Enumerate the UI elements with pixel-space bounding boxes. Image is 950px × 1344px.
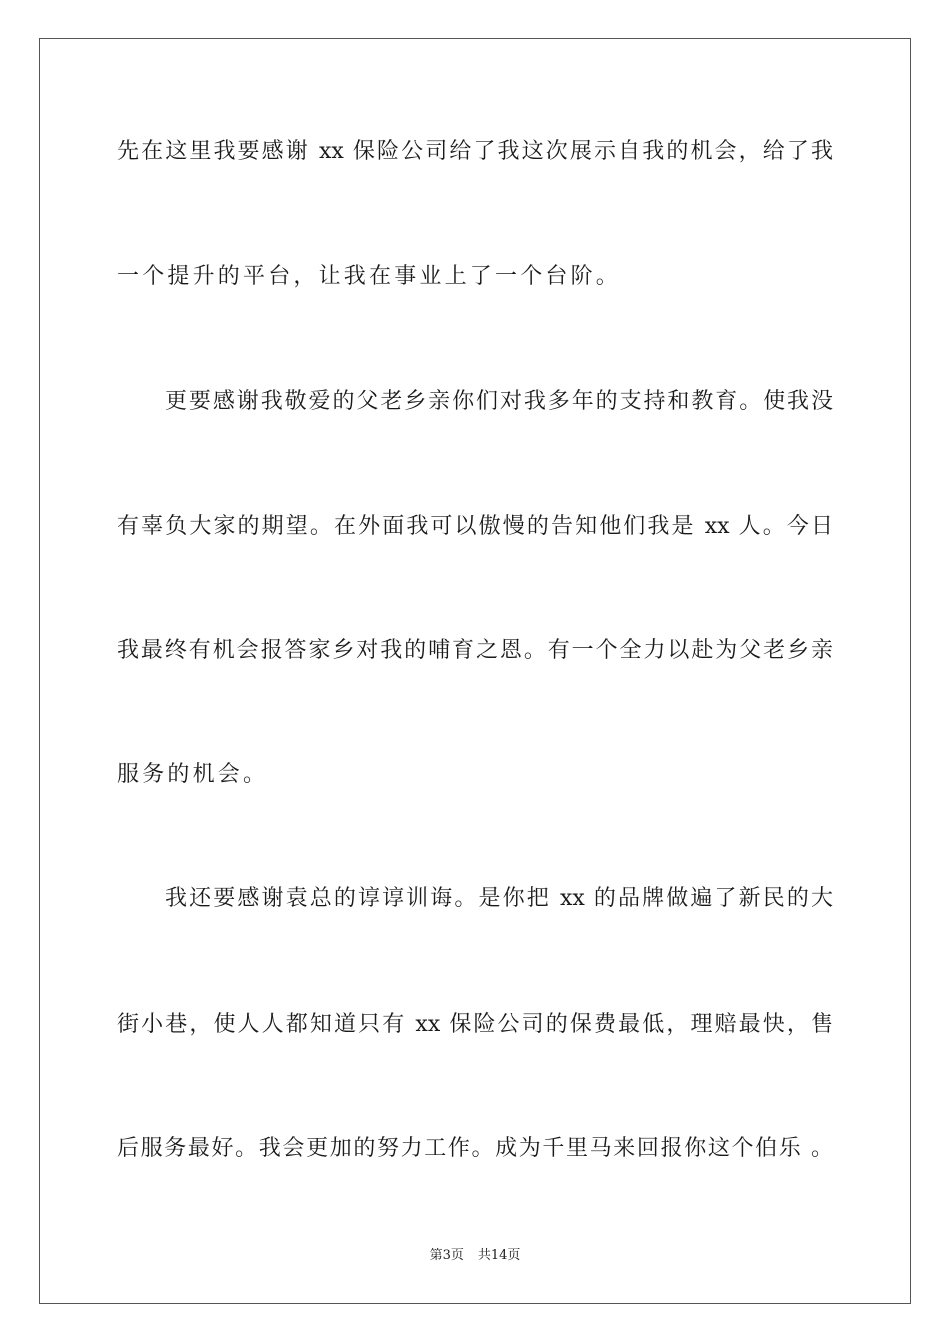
paragraph-line: 我最终有机会报答家乡对我的哺育之恩。有一个全力以赴为父老乡亲: [117, 638, 833, 663]
paragraph-line: 服务的机会。: [117, 762, 269, 787]
paragraph-line: 我还要感谢袁总的谆谆训诲。是你把 xx 的品牌做遍了新民的大: [165, 886, 833, 911]
page-total: 共14页: [477, 1248, 521, 1263]
page-border: [39, 38, 911, 1304]
page-number: 第3页: [429, 1248, 464, 1263]
paragraph-line: 有辜负大家的期望。在外面我可以傲慢的告知他们我是 xx 人。今日: [117, 514, 833, 539]
paragraph-line: 后服务最好。我会更加的努力工作。成为千里马来回报你这个伯乐 。: [117, 1136, 833, 1161]
paragraph-line: 街小巷，使人人都知道只有 xx 保险公司的保费最低，理赔最快，售: [117, 1012, 833, 1037]
page-footer: [0, 1247, 950, 1265]
paragraph-line: 先在这里我要感谢 xx 保险公司给了我这次展示自我的机会，给了我: [117, 139, 833, 164]
paragraph-line: 一个提升的平台，让我在事业上了一个台阶。: [117, 264, 622, 289]
paragraph-line: 更要感谢我敬爱的父老乡亲你们对我多年的支持和教育。使我没: [165, 389, 833, 414]
